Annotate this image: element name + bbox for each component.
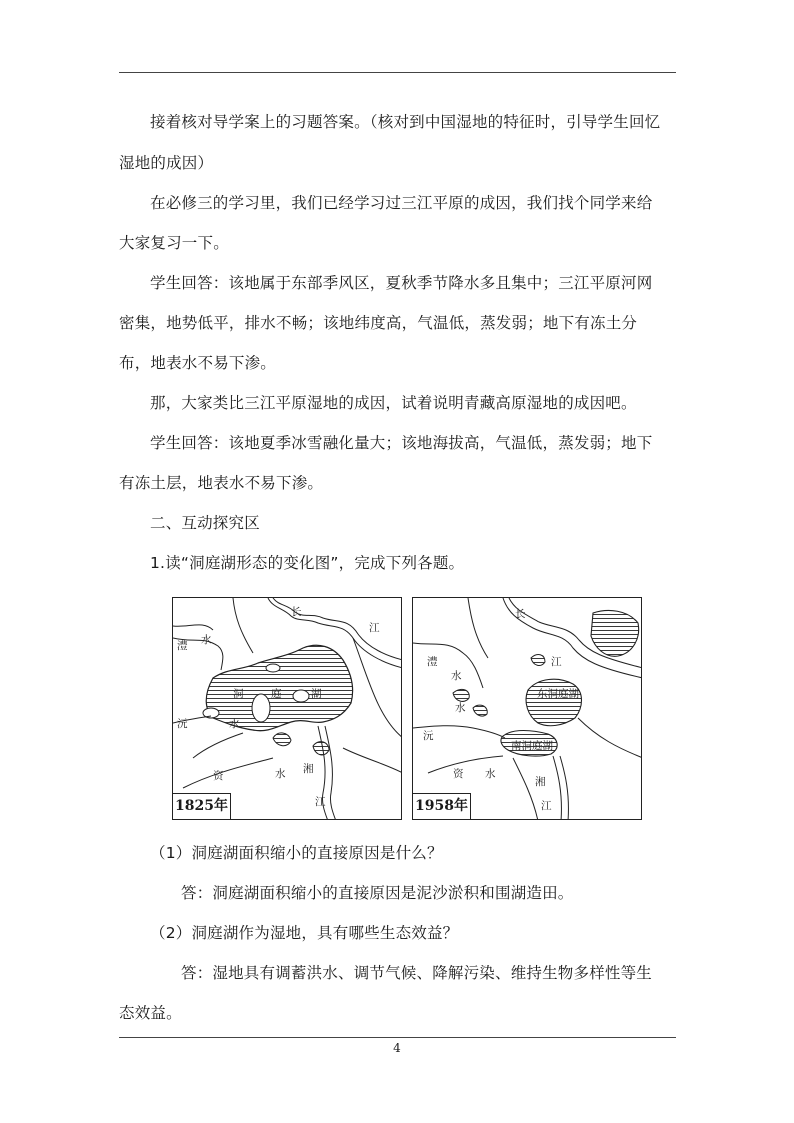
question-2: （2）洞庭湖作为湿地，具有哪些生态效益？ — [150, 924, 459, 942]
paragraph-line: 密集，地势低平，排水不畅；该地纬度高，气温低，蒸发弱；地下有冻土分 — [119, 314, 638, 332]
paragraph-line: 在必修三的学习里，我们已经学习过三江平原的成因，我们找个同学来给 — [150, 194, 653, 212]
label-li: 澧 — [427, 656, 438, 668]
map-1825 — [172, 597, 402, 820]
question-1: （1）洞庭湖面积缩小的直接原因是什么？ — [150, 844, 443, 862]
label-chang: 长 — [515, 608, 526, 620]
paragraph-line: 大家复习一下。 — [119, 234, 229, 252]
label-jiang-bottom: 江 — [541, 800, 552, 812]
map-1825-drawing — [173, 598, 402, 820]
year-label-1825: 1825年 — [173, 793, 231, 819]
label-li-shui: 水 — [201, 634, 212, 646]
label-south-dongting: 南洞庭湖 — [511, 740, 553, 752]
paragraph-line: 布，地表水不易下渗。 — [119, 354, 277, 372]
label-xiang: 湘 — [303, 763, 314, 775]
label-zi-shui: 水 — [275, 768, 286, 780]
answer-1: 答：洞庭湖面积缩小的直接原因是泥沙淤积和围湖造田。 — [181, 884, 574, 902]
label-li-shui: 水 — [451, 670, 462, 682]
paragraph-line: 那，大家类比三江平原湿地的成因，试着说明青藏高原湿地的成因吧。 — [150, 394, 637, 412]
label-east-dongting: 东洞庭湖 — [537, 688, 579, 700]
paragraph-line: 有冻土层，地表水不易下渗。 — [119, 474, 324, 492]
paragraph-line: 学生回答：该地属于东部季风区，夏秋季节降水多且集中；三江平原河网 — [150, 274, 653, 292]
label-li: 澧 — [177, 640, 188, 652]
answer-2-cont: 态效益。 — [119, 1004, 182, 1022]
label-zi: 资 — [213, 770, 224, 782]
label-zi-shui: 水 — [485, 768, 496, 780]
label-dong: 洞 — [233, 688, 244, 700]
header-rule — [119, 72, 676, 73]
question-intro: 1.读“洞庭湖形态的变化图”，完成下列各题。 — [150, 554, 465, 572]
label-yuan: 沅 — [177, 718, 188, 730]
label-xiang: 湘 — [535, 776, 546, 788]
label-chang: 长 — [291, 606, 302, 618]
label-jiang-top: 江 — [369, 622, 380, 634]
paragraph-line: 接着核对导学案上的习题答案。（核对到中国湿地的特征时，引导学生回忆 — [150, 113, 661, 131]
label-jiang-bottom: 江 — [315, 796, 326, 808]
answer-2: 答：湿地具有调蓄洪水、调节气候、降解污染、维持生物多样性等生 — [181, 964, 653, 982]
map-1958 — [412, 597, 642, 820]
label-zi: 资 — [453, 768, 464, 780]
year-label-1958: 1958年 — [413, 793, 471, 819]
label-hu: 湖 — [311, 688, 322, 700]
paragraph-line: 湿地的成因） — [119, 154, 214, 172]
label-jiang-top: 江 — [551, 656, 562, 668]
map-1958-drawing — [413, 598, 642, 820]
section-heading: 二、互动探究区 — [150, 514, 260, 532]
page-number: 4 — [393, 1041, 401, 1055]
label-ting: 庭 — [271, 688, 282, 700]
label-yuan: 沅 — [423, 730, 434, 742]
label-yuan-shui: 水 — [455, 702, 466, 714]
label-yuan-shui: 水 — [229, 718, 240, 730]
footer-rule — [119, 1037, 676, 1038]
paragraph-line: 学生回答：该地夏季冰雪融化量大；该地海拔高，气温低，蒸发弱；地下 — [150, 434, 653, 452]
